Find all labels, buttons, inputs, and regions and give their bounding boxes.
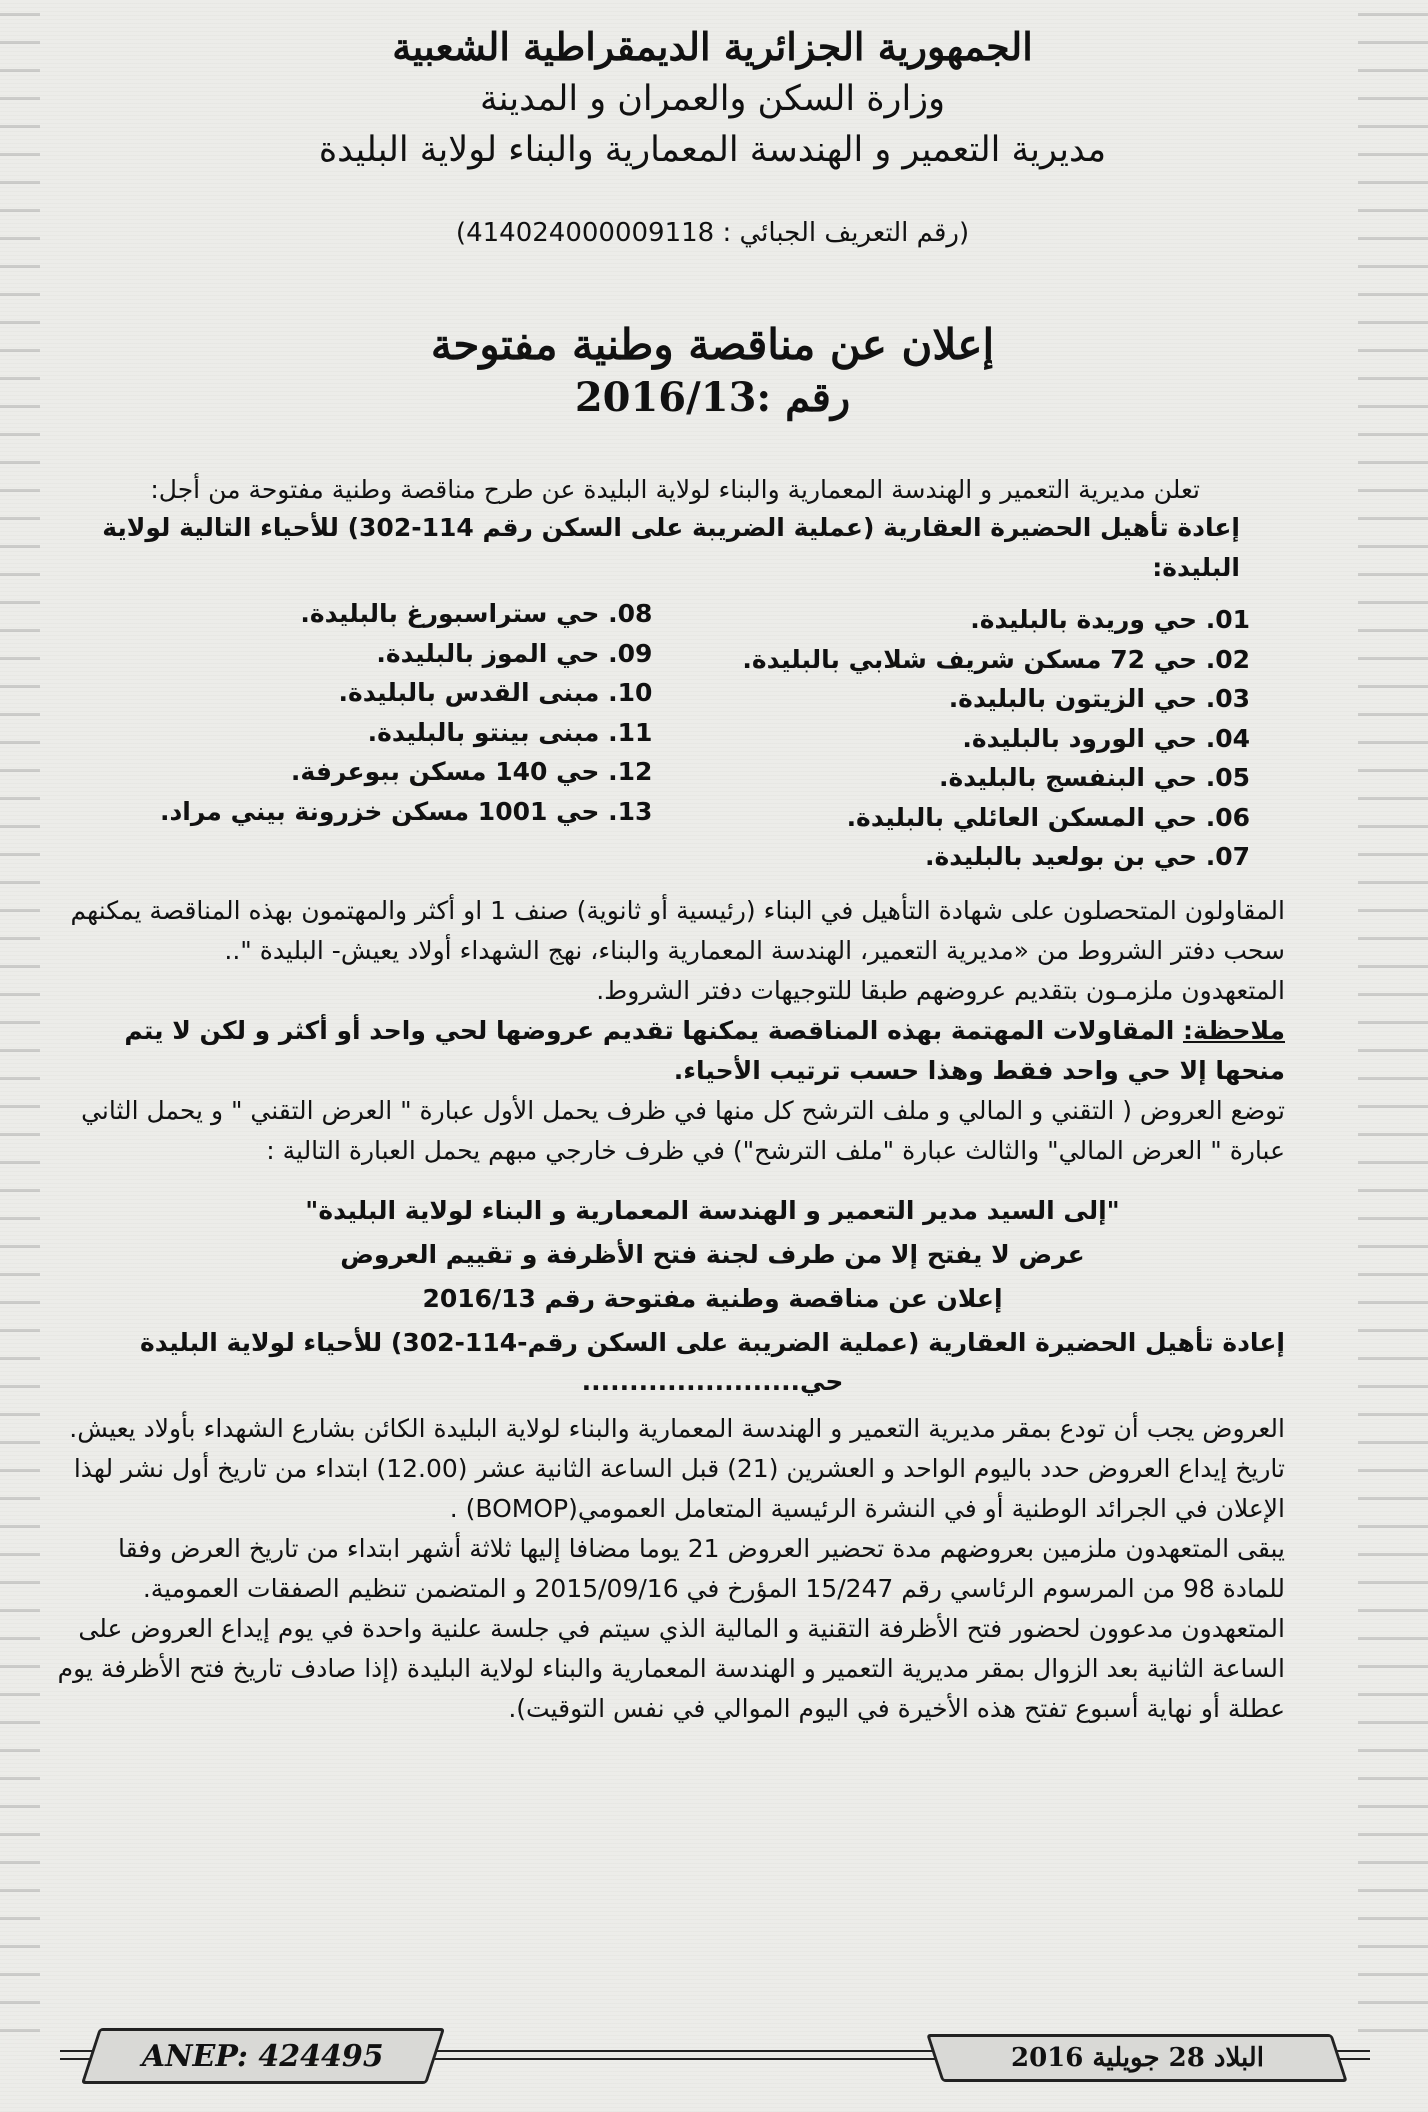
- list-item: 07. حي بن بولعيد بالبليدة.: [925, 842, 1250, 871]
- list-item: 13. حي 1001 مسكن خزرونة بيني مراد.: [159, 796, 653, 826]
- district-list-column-2: [55, 594, 692, 877]
- note-paragraph: [55, 1011, 1370, 1091]
- district-list-column-1: [692, 600, 1370, 877]
- deadline-paragraph: تاريخ إيداع العروض حدد باليوم الواحد و العشرين (21) قبل الساعة الثانية عشر (12.00) ابتداء من تاريخ أول نشر لهذا الإعلان في الجرائد الوطنية أو في النشرة الرئيسية المتعامل العمومي(BOMOP) .: [73, 1453, 1285, 1523]
- envelope-district-line: حي.......................: [581, 1366, 844, 1396]
- list-item: 09. حي الموز بالبليدة.: [376, 638, 653, 668]
- tax-id: (رقم التعريف الجبائي : 414024000009118): [455, 218, 970, 248]
- note-text: المقاولات المهتمة بهذه المناقصة يمكنها تقديم عروضها لحي واحد أو أكثر و لكن لا يتم منحها إلا حي واحد فقط وهذا حسب ترتيب الأحياء.: [124, 1015, 1285, 1085]
- page-edge-left: [0, 0, 40, 2032]
- footer-bar: [60, 2028, 1370, 2082]
- publication-badge: [926, 2034, 1348, 2082]
- district-list: [55, 600, 1370, 877]
- subject-text: إعادة تأهيل الحضيرة العقارية (عملية الضريبة على السكن رقم 114-302) للأحياء التالية لولاية البليدة:: [102, 513, 1240, 582]
- deposit-paragraph: العروض يجب أن تودع بمقر مديرية التعمير و الهندسة المعمارية والبناء لولاية البليدة الكائن بشارع الشهداء بأولاد يعيش.: [69, 1413, 1285, 1443]
- list-item: 05. حي البنفسج بالبليدة.: [938, 763, 1250, 792]
- publication-date: البلاد 28 جويلية 2016: [1010, 2043, 1264, 2073]
- list-item: 10. مبنى القدس بالبليدة.: [338, 678, 653, 707]
- envelope-line-3: إعلان عن مناقصة وطنية مفتوحة رقم 2016/13: [422, 1283, 1003, 1313]
- envelope-line-4: إعادة تأهيل الحضيرة العقارية (عملية الضريبة على السكن رقم-114-302) للأحياء لولاية البليدة: [140, 1327, 1285, 1357]
- tender-announcement: [55, 20, 1370, 1950]
- header-republic: الجمهورية الجزائرية الديمقراطية الشعبية: [392, 24, 1033, 69]
- note-label: ملاحظة:: [1183, 1015, 1285, 1045]
- envelope-line-1: "إلى السيد مدير التعمير و الهندسة المعمارية و البناء لولاية البليدة": [305, 1195, 1120, 1225]
- header-directorate: مديرية التعمير و الهندسة المعمارية والبناء لولاية البليدة: [318, 130, 1107, 170]
- envelope-line-2: عرض لا يفتح إلا من طرف لجنة فتح الأظرفة و تقييم العروض: [340, 1239, 1085, 1269]
- list-item: 03. حي الزيتون بالبليدة.: [948, 684, 1250, 713]
- header-ministry: وزارة السكن والعمران و المدينة: [480, 79, 945, 119]
- announcement-title: إعلان عن مناقصة وطنية مفتوحة: [430, 320, 995, 369]
- intro-text: تعلن مديرية التعمير و الهندسة المعمارية والبناء لولاية البليدة عن طرح مناقصة وطنية مفتوحة من أجل:: [150, 475, 1200, 504]
- list-item: 02. حي 72 مسكن شريف شلابي بالبليدة.: [742, 644, 1250, 674]
- list-item: 04. حي الورود بالبليدة.: [962, 723, 1250, 753]
- obligation-paragraph: المتعهدون ملزمـون بتقديم عروضهم طبقا للتوجيهات دفتر الشروط.: [596, 975, 1285, 1005]
- submission-paragraph: توضع العروض ( التقني و المالي و ملف الترشح كل منها في ظرف يحمل الأول عبارة " العرض التقني " و يحمل الثاني عبارة " العرض المالي" والثالث عبارة "ملف الترشح") في ظرف خارجي مبهم يحمل العبارة التالية :: [81, 1095, 1285, 1165]
- list-item: 08. حي ستراسبورغ بالبليدة.: [300, 599, 653, 628]
- contractors-paragraph: المقاولون المتحصلون على شهادة التأهيل في البناء (رئيسية أو ثانوية) صنف 1 او أكثر والمهتمون بهذه المناقصة يمكنهم سحب دفتر الشروط من «مديرية التعمير، الهندسة المعمارية والبناء، نهج الشهداء أولاد يعيش- البليدة "..: [70, 895, 1285, 965]
- list-item: 12. حي 140 مسكن ببوعرفة.: [290, 757, 653, 786]
- announcement-number: رقم :2016/13: [574, 374, 851, 421]
- list-item: 01. حي وريدة بالبليدة.: [970, 605, 1250, 634]
- opening-paragraph: المتعهدون مدعوون لحضور فتح الأظرفة التقنية و المالية الذي سيتم في جلسة علنية واحدة في يوم إيداع العروض على الساعة الثانية بعد الزوال بمقر مديرية التعمير و الهندسة المعمارية والبناء لولاية البليدة (إذا صادف تاريخ فتح الأظرفة يوم عطلة أو نهاية أسبوع تفتح هذه الأخيرة في اليوم الموالي في نفس التوقيت).: [57, 1613, 1285, 1723]
- list-item: 06. حي المسكن العائلي بالبليدة.: [846, 802, 1250, 832]
- validity-paragraph: يبقى المتعهدون ملزمين بعروضهم مدة تحضير العروض 21 يوما مضافا إليها ثلاثة أشهر ابتداء من تاريخ العرض وفقا للمادة 98 من المرسوم الرئاسي رقم 15/247 المؤرخ في 2015/09/16 و المتضمن تنظيم الصفقات العمومية.: [118, 1533, 1285, 1603]
- anep-badge: [81, 2028, 445, 2084]
- anep-number: ANEP: 424495: [142, 2038, 384, 2074]
- list-item: 11. مبنى بينتو بالبليدة.: [367, 717, 653, 747]
